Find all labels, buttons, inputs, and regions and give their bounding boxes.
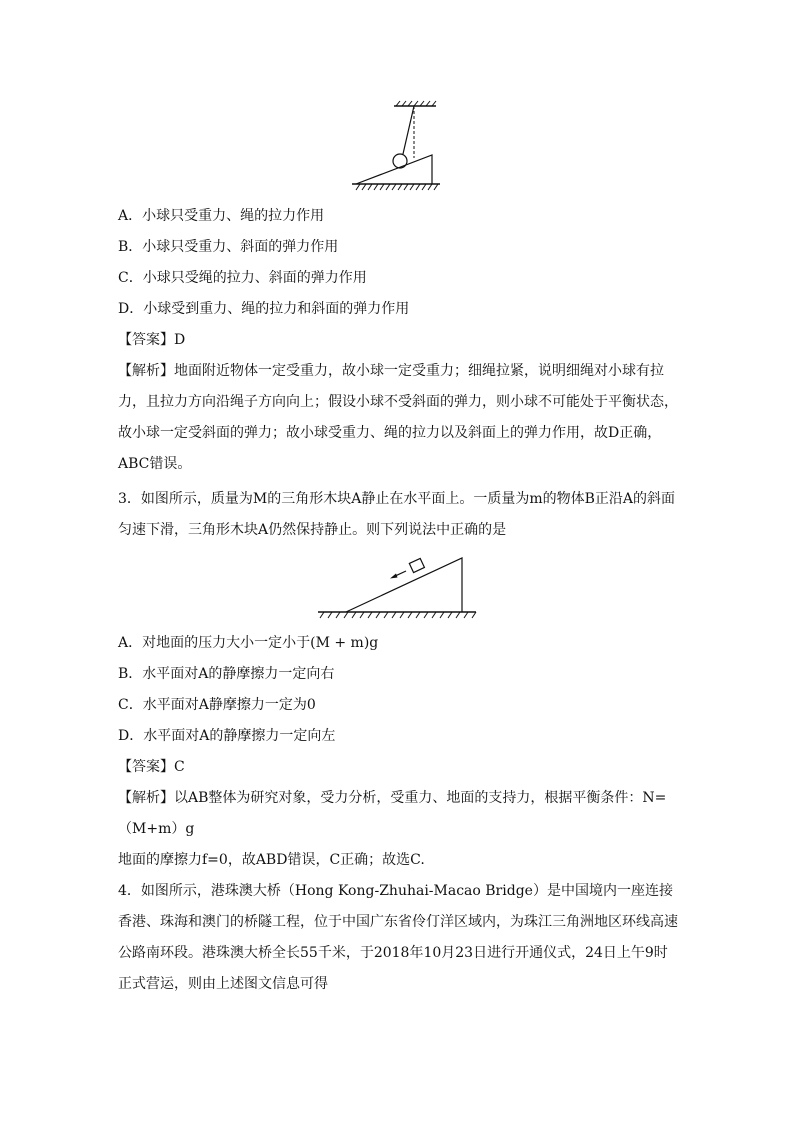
q3-option-d: D．水平面对A的静摩擦力一定向左: [118, 728, 336, 744]
q3-option-b: B．水平面对A的静摩擦力一定向右: [118, 666, 335, 682]
q3-stem: 3．如图所示，质量为M的三角形木块A静止在水平面上。一质量为m的物体B正沿A的斜面匀速下滑，三角形木块A仍然保持静止。则下列说法中正确的是: [118, 491, 676, 538]
q2-analysis: 【解析】地面附近物体一定受重力，故小球一定受重力；细绳拉紧，说明细绳对小球有拉力，且拉力方向沿绳子方向向上；假设小球不受斜面的弹力，则小球不可能处于平衡状态，故小球一定受斜面的弹力；故小球受重力、绳的拉力以及斜面上的弹力作用，故D正确，ABC错误。: [118, 363, 678, 472]
block-on-wedge-figure: [316, 556, 480, 624]
q2-answer: 【答案】D: [118, 332, 186, 348]
q2-option-d: D．小球受到重力、绳的拉力和斜面的弹力作用: [118, 301, 410, 317]
q3-answer: 【答案】C: [118, 759, 185, 775]
hanging-ball-incline-figure: [348, 100, 448, 192]
q2-option-a: A．小球只受重力、绳的拉力作用: [118, 208, 325, 224]
q3-analysis-cont: 地面的摩擦力f=0，故ABD错误，C正确；故选C.: [118, 852, 425, 868]
q2-option-c: C．小球只受绳的拉力、斜面的弹力作用: [118, 270, 367, 286]
q2-option-b: B．小球只受重力、斜面的弹力作用: [118, 239, 339, 255]
q3-option-a: A．对地面的压力大小一定小于(M + m)g: [118, 635, 379, 651]
q4-stem: 4．如图所示，港珠澳大桥（Hong Kong-Zhuhai-Macao Bridge）是中国境内一座连接香港、珠海和澳门的桥隧工程，位于中国广东省伶仃洋区域内，为珠江三角洲地区环线高速公路南环段。港珠澳大桥全长55千米，于2018年10月23日进行开通仪式，24日上午9时正式营运，则由上述图文信息可得: [118, 883, 678, 992]
q3-option-c: C．水平面对A静摩擦力一定为0: [118, 697, 316, 713]
q3-analysis: 【解析】以AB整体为研究对象，受力分析，受重力、地面的支持力，根据平衡条件：N=（M+m）g: [118, 790, 667, 837]
